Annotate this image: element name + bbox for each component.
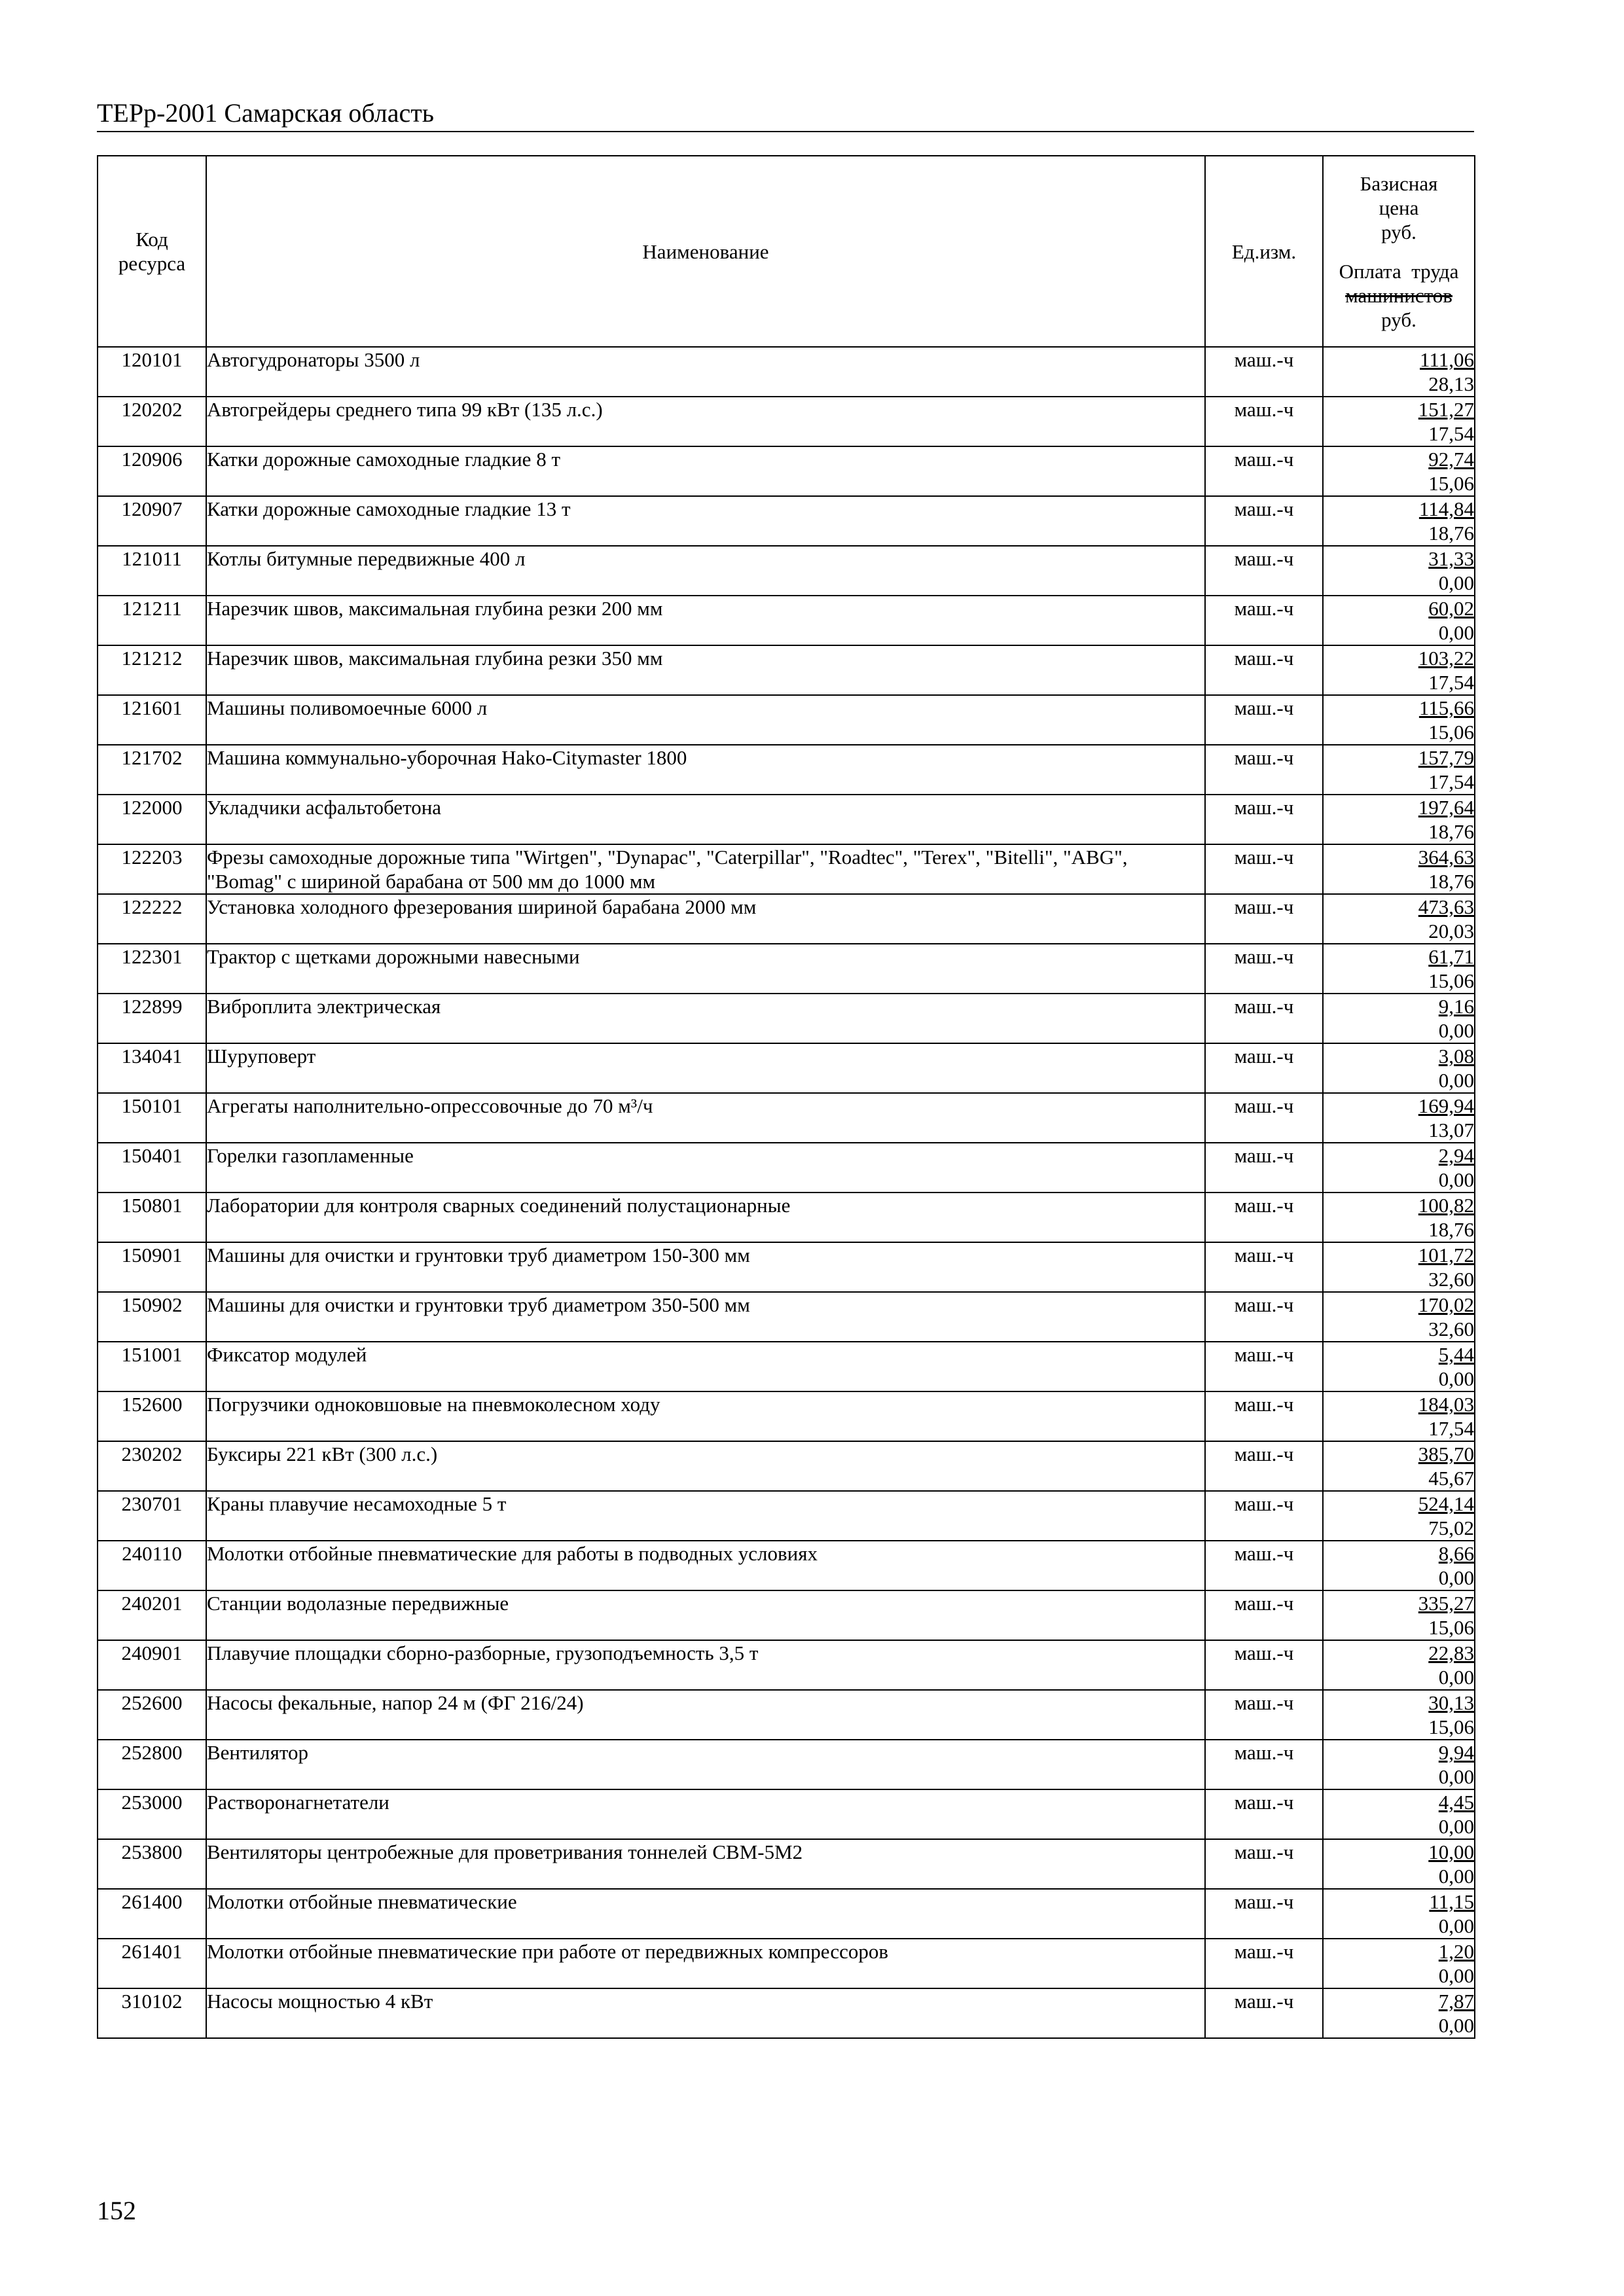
resource-name: Котлы битумные передвижные 400 л (206, 546, 1205, 596)
table-row (98, 446, 1475, 496)
table-row (98, 397, 1475, 446)
operator-wage: 15,06 (1428, 472, 1474, 495)
column-header-code-label: Код ресурса (118, 228, 186, 275)
resource-name: Фрезы самоходные дорожные типа "Wirtgen", "Dynapac", "Caterpillar", "Roadtec", "Terex", "Bitelli", "ABG", "Bomag" с шириной барабана от 500 мм до 1000 мм (206, 844, 1205, 894)
table-row (98, 1491, 1475, 1541)
base-price: 4,45 (1438, 1791, 1474, 1814)
price-header-line1: Базисная (1360, 171, 1438, 195)
resource-unit: маш.-ч (1205, 894, 1323, 944)
table-row (98, 894, 1475, 944)
table-row (98, 347, 1475, 397)
table-row (98, 1043, 1475, 1093)
resource-price-cell (1323, 1988, 1475, 2038)
resource-name: Молотки отбойные пневматические при работе от передвижных компрессоров (206, 1939, 1205, 1988)
table-row (98, 546, 1475, 596)
resource-unit: маш.-ч (1205, 446, 1323, 496)
operator-wage: 20,03 (1428, 920, 1474, 942)
price-header-line3: руб. (1381, 220, 1416, 243)
resource-name: Виброплита электрическая (206, 994, 1205, 1043)
resource-unit: маш.-ч (1205, 994, 1323, 1043)
base-price: 197,64 (1418, 796, 1474, 819)
operator-wage: 28,13 (1428, 372, 1474, 395)
operator-wage: 0,00 (1438, 1069, 1474, 1092)
operator-wage: 32,60 (1428, 1268, 1474, 1291)
resource-price-table (97, 155, 1475, 2039)
resource-name: Фиксатор модулей (206, 1342, 1205, 1391)
table-row (98, 1939, 1475, 1988)
resource-price-cell (1323, 1889, 1475, 1939)
resource-name: Машина коммунально-уборочная Hako-Citymaster 1800 (206, 745, 1205, 795)
resource-code: 122222 (98, 894, 206, 944)
resource-unit: маш.-ч (1205, 1391, 1323, 1441)
table-row (98, 596, 1475, 645)
base-price: 473,63 (1418, 895, 1474, 918)
operator-wage: 15,06 (1428, 969, 1474, 992)
resource-price-cell (1323, 596, 1475, 645)
resource-name: Катки дорожные самоходные гладкие 8 т (206, 446, 1205, 496)
resource-price-cell (1323, 546, 1475, 596)
resource-price-cell (1323, 844, 1475, 894)
price-header-line4: Оплата труда (1339, 259, 1459, 283)
resource-price-cell (1323, 1740, 1475, 1789)
resource-price-cell (1323, 1143, 1475, 1193)
resource-unit: маш.-ч (1205, 347, 1323, 397)
resource-name: Укладчики асфальтобетона (206, 795, 1205, 844)
resource-unit: маш.-ч (1205, 397, 1323, 446)
resource-code: 120906 (98, 446, 206, 496)
base-price: 524,14 (1418, 1492, 1474, 1515)
resource-code: 122203 (98, 844, 206, 894)
operator-wage: 0,00 (1438, 1815, 1474, 1838)
resource-name: Молотки отбойные пневматические для работы в подводных условиях (206, 1541, 1205, 1590)
price-header-line6: руб. (1381, 308, 1416, 331)
resource-unit: маш.-ч (1205, 1789, 1323, 1839)
base-price: 30,13 (1428, 1691, 1474, 1714)
resource-code: 310102 (98, 1988, 206, 2038)
resource-code: 150801 (98, 1193, 206, 1242)
resource-name: Нарезчик швов, максимальная глубина резки 350 мм (206, 645, 1205, 695)
resource-name: Шуруповерт (206, 1043, 1205, 1093)
base-price: 111,06 (1420, 348, 1474, 371)
operator-wage: 32,60 (1428, 1318, 1474, 1340)
resource-price-cell (1323, 1839, 1475, 1889)
resource-name: Горелки газопламенные (206, 1143, 1205, 1193)
price-header-line2: цена (1379, 196, 1419, 219)
resource-price-cell (1323, 1193, 1475, 1242)
resource-code: 121702 (98, 745, 206, 795)
operator-wage: 0,00 (1438, 1367, 1474, 1390)
table-row (98, 1690, 1475, 1740)
table-row (98, 1242, 1475, 1292)
base-price: 3,08 (1438, 1045, 1474, 1067)
resource-price-cell (1323, 894, 1475, 944)
base-price: 9,94 (1438, 1741, 1474, 1764)
operator-wage: 0,00 (1438, 621, 1474, 644)
operator-wage: 0,00 (1438, 1765, 1474, 1788)
resource-unit: маш.-ч (1205, 695, 1323, 745)
operator-wage: 18,76 (1428, 870, 1474, 893)
operator-wage: 0,00 (1438, 1019, 1474, 1042)
resource-price-cell (1323, 1093, 1475, 1143)
resource-name: Погрузчики одноковшовые на пневмоколесном ходу (206, 1391, 1205, 1441)
resource-price-cell (1323, 994, 1475, 1043)
table-row (98, 1541, 1475, 1590)
price-header-line5: машинистов (1345, 283, 1453, 307)
base-price: 1,20 (1438, 1940, 1474, 1963)
operator-wage: 0,00 (1438, 1666, 1474, 1689)
resource-price-cell (1323, 1342, 1475, 1391)
header-rule (97, 131, 1474, 132)
resource-name: Агрегаты наполнительно-опрессовочные до 70 м³/ч (206, 1093, 1205, 1143)
base-price: 103,22 (1418, 647, 1474, 670)
resource-price-cell (1323, 1789, 1475, 1839)
resource-price-cell (1323, 1491, 1475, 1541)
resource-price-cell (1323, 695, 1475, 745)
resource-code: 150401 (98, 1143, 206, 1193)
resource-name: Машины для очистки и грунтовки труб диаметром 350-500 мм (206, 1292, 1205, 1342)
table-row (98, 695, 1475, 745)
operator-wage: 17,54 (1428, 671, 1474, 694)
base-price: 100,82 (1418, 1194, 1474, 1217)
resource-name: Установка холодного фрезерования шириной барабана 2000 мм (206, 894, 1205, 944)
resource-name: Автогудронаторы 3500 л (206, 347, 1205, 397)
resource-code: 120907 (98, 496, 206, 546)
table-row (98, 1441, 1475, 1491)
resource-name: Растворонагнетатели (206, 1789, 1205, 1839)
resource-name: Нарезчик швов, максимальная глубина резки 200 мм (206, 596, 1205, 645)
resource-price-cell (1323, 1391, 1475, 1441)
table-row (98, 994, 1475, 1043)
resource-code: 240901 (98, 1640, 206, 1690)
resource-price-cell (1323, 1043, 1475, 1093)
resource-unit: маш.-ч (1205, 1441, 1323, 1491)
resource-price-cell (1323, 1292, 1475, 1342)
resource-name: Станции водолазные передвижные (206, 1590, 1205, 1640)
resource-unit: маш.-ч (1205, 546, 1323, 596)
operator-wage: 15,06 (1428, 1715, 1474, 1738)
resource-code: 120202 (98, 397, 206, 446)
resource-name: Вентилятор (206, 1740, 1205, 1789)
operator-wage: 18,76 (1428, 1218, 1474, 1241)
resource-unit: маш.-ч (1205, 1839, 1323, 1889)
resource-price-cell (1323, 944, 1475, 994)
operator-wage: 45,67 (1428, 1467, 1474, 1490)
resource-price-cell (1323, 1242, 1475, 1292)
resource-code: 252800 (98, 1740, 206, 1789)
table-row (98, 944, 1475, 994)
base-price: 335,27 (1418, 1592, 1474, 1615)
table-row (98, 1093, 1475, 1143)
resource-unit: маш.-ч (1205, 1889, 1323, 1939)
resource-code: 122899 (98, 994, 206, 1043)
operator-wage: 0,00 (1438, 571, 1474, 594)
operator-wage: 18,76 (1428, 820, 1474, 843)
resource-unit: маш.-ч (1205, 1640, 1323, 1690)
resource-name: Насосы мощностью 4 кВт (206, 1988, 1205, 2038)
base-price: 10,00 (1428, 1840, 1474, 1863)
operator-wage: 17,54 (1428, 422, 1474, 445)
resource-price-cell (1323, 1690, 1475, 1740)
resource-price-cell (1323, 1939, 1475, 1988)
operator-wage: 0,00 (1438, 1566, 1474, 1589)
operator-wage: 75,02 (1428, 1516, 1474, 1539)
resource-name: Вентиляторы центробежные для проветривания тоннелей СВМ-5М2 (206, 1839, 1205, 1889)
resource-name: Машины для очистки и грунтовки труб диаметром 150-300 мм (206, 1242, 1205, 1292)
resource-name: Катки дорожные самоходные гладкие 13 т (206, 496, 1205, 546)
resource-code: 240110 (98, 1541, 206, 1590)
column-header-name: Наименование (206, 156, 1205, 347)
resource-name: Насосы фекальные, напор 24 м (ФГ 216/24) (206, 1690, 1205, 1740)
base-price: 169,94 (1418, 1094, 1474, 1117)
base-price: 184,03 (1418, 1393, 1474, 1416)
resource-price-cell (1323, 496, 1475, 546)
resource-unit: маш.-ч (1205, 745, 1323, 795)
base-price: 61,71 (1428, 945, 1474, 968)
resource-unit: маш.-ч (1205, 1740, 1323, 1789)
resource-unit: маш.-ч (1205, 496, 1323, 546)
table-row (98, 1143, 1475, 1193)
operator-wage: 0,00 (1438, 1168, 1474, 1191)
column-header-price (1323, 156, 1475, 347)
resource-price-cell (1323, 1441, 1475, 1491)
table-row (98, 1740, 1475, 1789)
resource-price-cell (1323, 347, 1475, 397)
resource-name: Лаборатории для контроля сварных соединений полустационарные (206, 1193, 1205, 1242)
resource-name: Плавучие площадки сборно-разборные, грузоподъемность 3,5 т (206, 1640, 1205, 1690)
base-price: 5,44 (1438, 1343, 1474, 1366)
resource-code: 261400 (98, 1889, 206, 1939)
resource-code: 121011 (98, 546, 206, 596)
resource-code: 230701 (98, 1491, 206, 1541)
resource-price-cell (1323, 1541, 1475, 1590)
resource-price-cell (1323, 446, 1475, 496)
resource-code: 252600 (98, 1690, 206, 1740)
operator-wage: 13,07 (1428, 1119, 1474, 1141)
table-row (98, 1391, 1475, 1441)
resource-unit: маш.-ч (1205, 1590, 1323, 1640)
table-row (98, 1839, 1475, 1889)
table-row (98, 1988, 1475, 2038)
resource-price-cell (1323, 645, 1475, 695)
resource-unit: маш.-ч (1205, 1043, 1323, 1093)
resource-code: 121601 (98, 695, 206, 745)
operator-wage: 15,06 (1428, 721, 1474, 744)
table-row (98, 1292, 1475, 1342)
base-price: 11,15 (1429, 1890, 1474, 1913)
resource-unit: маш.-ч (1205, 1193, 1323, 1242)
resource-unit: маш.-ч (1205, 795, 1323, 844)
table-row (98, 1590, 1475, 1640)
base-price: 364,63 (1418, 846, 1474, 869)
resource-code: 150902 (98, 1292, 206, 1342)
resource-code: 122000 (98, 795, 206, 844)
table-row (98, 745, 1475, 795)
base-price: 92,74 (1428, 448, 1474, 471)
table-row (98, 1640, 1475, 1690)
resource-unit: маш.-ч (1205, 1342, 1323, 1391)
resource-code: 134041 (98, 1043, 206, 1093)
resource-unit: маш.-ч (1205, 1242, 1323, 1292)
table-row (98, 645, 1475, 695)
base-price: 114,84 (1418, 497, 1474, 520)
resource-price-cell (1323, 795, 1475, 844)
resource-code: 120101 (98, 347, 206, 397)
operator-wage: 15,06 (1428, 1616, 1474, 1639)
base-price: 385,70 (1418, 1443, 1474, 1465)
resource-price-cell (1323, 745, 1475, 795)
resource-unit: маш.-ч (1205, 645, 1323, 695)
resource-code: 150901 (98, 1242, 206, 1292)
table-row (98, 1193, 1475, 1242)
resource-code: 122301 (98, 944, 206, 994)
resource-unit: маш.-ч (1205, 1093, 1323, 1143)
base-price: 115,66 (1418, 696, 1474, 719)
resource-price-cell (1323, 397, 1475, 446)
resource-name: Краны плавучие несамоходные 5 т (206, 1491, 1205, 1541)
resource-unit: маш.-ч (1205, 596, 1323, 645)
base-price: 31,33 (1428, 547, 1474, 570)
resource-unit: маш.-ч (1205, 1541, 1323, 1590)
resource-unit: маш.-ч (1205, 1292, 1323, 1342)
operator-wage: 0,00 (1438, 1964, 1474, 1987)
resource-unit: маш.-ч (1205, 1988, 1323, 2038)
base-price: 8,66 (1438, 1542, 1474, 1565)
table-row (98, 1889, 1475, 1939)
resource-price-cell (1323, 1590, 1475, 1640)
operator-wage: 0,00 (1438, 1914, 1474, 1937)
operator-wage: 0,00 (1438, 1865, 1474, 1888)
operator-wage: 17,54 (1428, 1417, 1474, 1440)
base-price: 2,94 (1438, 1144, 1474, 1167)
resource-name: Трактор с щетками дорожными навесными (206, 944, 1205, 994)
table-row (98, 844, 1475, 894)
resource-code: 230202 (98, 1441, 206, 1491)
resource-code: 240201 (98, 1590, 206, 1640)
base-price: 7,87 (1438, 1990, 1474, 2013)
base-price: 151,27 (1418, 398, 1474, 421)
resource-unit: маш.-ч (1205, 944, 1323, 994)
column-header-code (98, 156, 206, 347)
resource-unit: маш.-ч (1205, 1690, 1323, 1740)
running-title: ТЕРр-2001 Самарская область (97, 98, 434, 128)
table-row (98, 496, 1475, 546)
resource-name: Буксиры 221 кВт (300 л.с.) (206, 1441, 1205, 1491)
resource-unit: маш.-ч (1205, 1939, 1323, 1988)
resource-code: 150101 (98, 1093, 206, 1143)
base-price: 157,79 (1418, 746, 1474, 769)
resource-name: Молотки отбойные пневматические (206, 1889, 1205, 1939)
operator-wage: 18,76 (1428, 522, 1474, 545)
resource-code: 151001 (98, 1342, 206, 1391)
operator-wage: 0,00 (1438, 2014, 1474, 2037)
resource-unit: маш.-ч (1205, 1491, 1323, 1541)
table-row (98, 1789, 1475, 1839)
resource-code: 253000 (98, 1789, 206, 1839)
resource-code: 261401 (98, 1939, 206, 1988)
page-number: 152 (97, 2196, 136, 2225)
resource-name: Автогрейдеры среднего типа 99 кВт (135 л.с.) (206, 397, 1205, 446)
resource-code: 152600 (98, 1391, 206, 1441)
resource-unit: маш.-ч (1205, 844, 1323, 894)
table-row (98, 795, 1475, 844)
table-row (98, 1342, 1475, 1391)
resource-code: 253800 (98, 1839, 206, 1889)
base-price: 9,16 (1438, 995, 1474, 1018)
column-header-unit: Ед.изм. (1205, 156, 1323, 347)
base-price: 60,02 (1428, 597, 1474, 620)
base-price: 101,72 (1418, 1244, 1474, 1266)
table-header-row (98, 156, 1475, 347)
base-price: 170,02 (1418, 1293, 1474, 1316)
resource-code: 121211 (98, 596, 206, 645)
resource-price-cell (1323, 1640, 1475, 1690)
resource-unit: маш.-ч (1205, 1143, 1323, 1193)
operator-wage: 17,54 (1428, 770, 1474, 793)
base-price: 22,83 (1428, 1641, 1474, 1664)
resource-code: 121212 (98, 645, 206, 695)
resource-name: Машины поливомоечные 6000 л (206, 695, 1205, 745)
